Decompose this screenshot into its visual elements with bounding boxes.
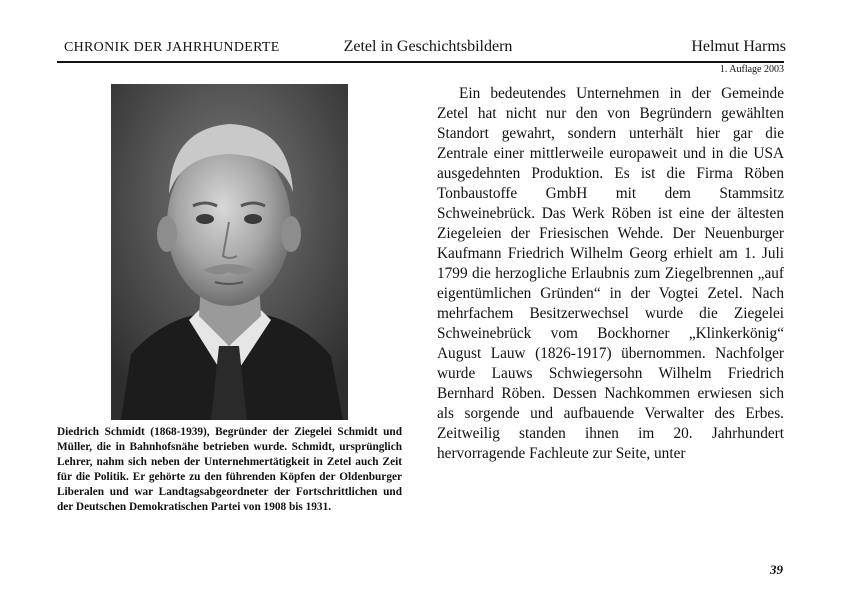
edition-note: 1. Auflage 2003 — [719, 64, 784, 75]
article-body — [437, 84, 784, 464]
page-number: 39 — [770, 562, 783, 577]
header-rule — [57, 61, 784, 63]
running-header-left: CHRONIK DER JAHRHUNDERTE — [64, 40, 280, 55]
portrait-photo — [111, 84, 348, 420]
portrait-illustration — [111, 84, 348, 420]
running-header-right: Helmut Harms — [691, 38, 786, 55]
body-paragraph: Ein bedeutendes Unternehmen in der Gemeinde Zetel hat nicht nur den von Begründern gewählten Standort gewahrt, sondern unterhält hier gar die Zentrale einer mittlerweile europaweit und in die USA ausgedehnten Produktion. Es ist die Firma Röben Tonbaustoffe GmbH mit dem Stammsitz Schweinebrück. Das Werk Röben ist eine der ältesten Ziegeleien der Friesischen Wehde. Der Neuenburger Kaufmann Friedrich Wilhelm Georg erhielt am 1. Juli 1799 die herzogliche Erlaubnis zum Ziegelbrennen „auf eigentümlichen Gründen“ in der Vogtei Zetel. Nach mehrfachem Besitzerwechsel wurde die Ziegelei Schweinebrück vom Bockhorner „Klinkerkönig“ August Lauw (1826-1917) übernommen. Nachfolger wurde Lauws Schwiegersohn Wilhelm Friedrich Bernhard Röben. Dessen Nachkommen erwiesen sich als sorgende und aufbauende Verwalter des Erbes. Zeitweilig standen ihnen im 20. Jahrhundert hervorragende Fachleute zur Seite, unter — [437, 85, 784, 462]
running-header-center: Zetel in Geschichtsbildern — [343, 38, 513, 55]
photo-caption: Diedrich Schmidt (1868-1939), Begründer der Ziegelei Schmidt und Müller, die in Bahnhofsnähe betrieben wurde. Schmidt, ursprünglich Lehrer, nahm sich neben der Unternehmertätigkeit in Zetel auch Zeit für die Politik. Er gehörte zu den führenden Köpfen der Oldenburger Liberalen und war Landtagsabgeordneter der Fortschrittlichen und der Deutschen Demokratischen Partei von 1908 bis 1931. — [57, 426, 402, 513]
